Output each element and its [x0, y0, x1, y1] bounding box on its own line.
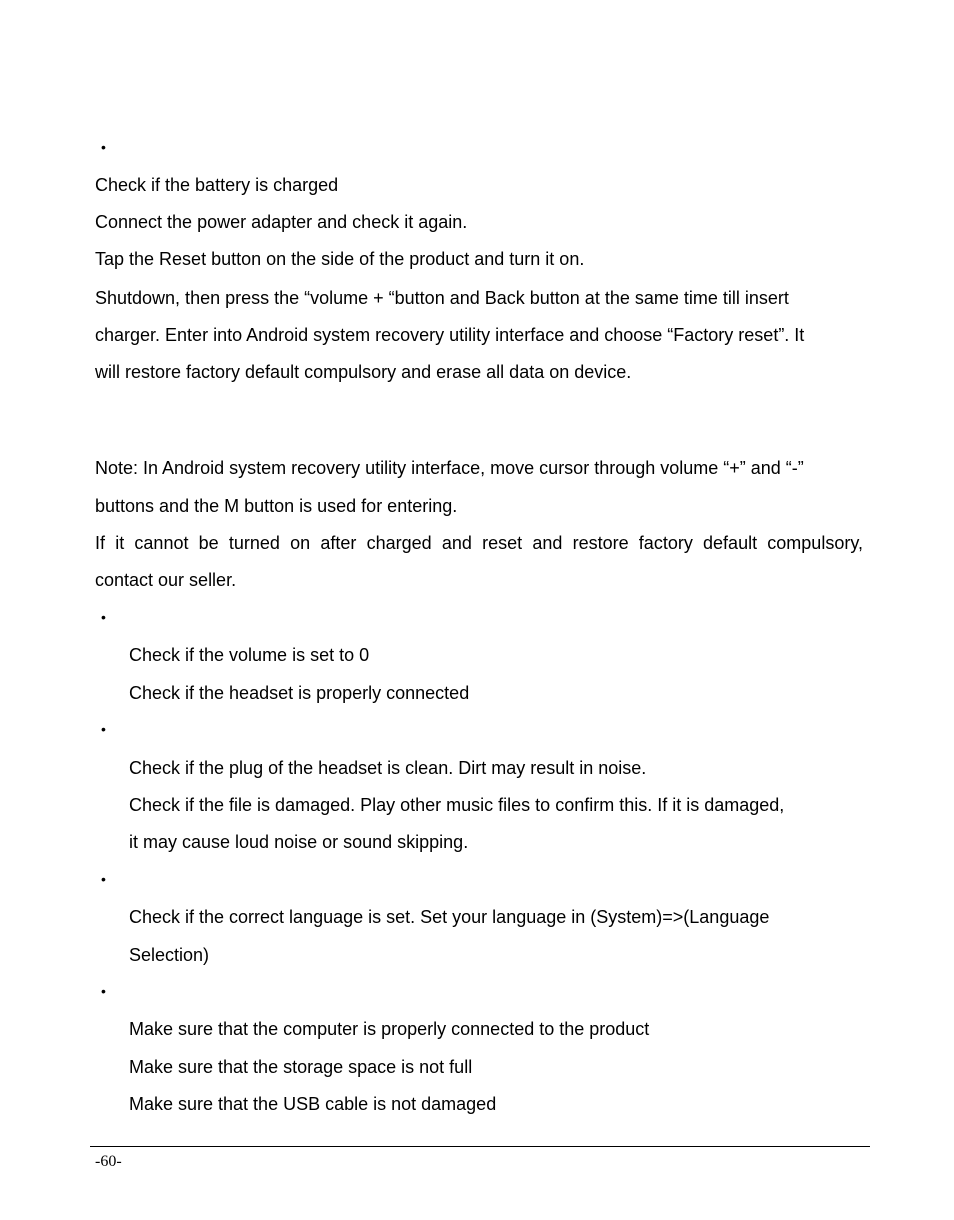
bullet-section-4: • — [101, 871, 106, 887]
text-line: Make sure that the computer is properly connected to the product — [129, 1019, 650, 1039]
text-line: it may cause loud noise or sound skipping. — [129, 832, 469, 852]
text-line: Check if the headset is properly connected — [129, 683, 470, 703]
text-line: Check if the battery is charged — [95, 175, 339, 195]
text-line: will restore factory default compulsory and erase all data on device. — [95, 362, 632, 382]
text-line: Check if the correct language is set. Set your language in (System)=>(Language — [129, 907, 770, 927]
note-line: contact our seller. — [95, 570, 237, 590]
text-line: Shutdown, then press the “volume + “button and Back button at the same time till insert — [95, 288, 789, 308]
text-line: Selection) — [129, 945, 210, 965]
text-line: Check if the volume is set to 0 — [129, 645, 370, 665]
text-line: Connect the power adapter and check it again. — [95, 212, 468, 232]
footer-divider — [90, 1146, 870, 1147]
bullet-section-3: • — [101, 721, 106, 737]
text-line: Check if the file is damaged. Play other music files to confirm this. If it is damaged, — [129, 795, 785, 815]
text-line: Make sure that the USB cable is not damaged — [129, 1094, 497, 1114]
text-line: Tap the Reset button on the side of the product and turn it on. — [95, 249, 585, 269]
text-line: Check if the plug of the headset is clean. Dirt may result in noise. — [129, 758, 647, 778]
bullet-section-5: • — [101, 983, 106, 999]
note-line: buttons and the M button is used for entering. — [95, 496, 458, 516]
bullet-section-2: • — [101, 609, 106, 625]
note-line: Note: In Android system recovery utility interface, move cursor through volume “+” and “-” — [95, 458, 804, 478]
page-number: -60- — [95, 1153, 122, 1170]
note-line: If it cannot be turned on after charged and reset and restore factory default compulsory, — [95, 533, 863, 553]
text-line: Make sure that the storage space is not full — [129, 1057, 473, 1077]
bullet-section-1: • — [101, 139, 106, 155]
text-line: charger. Enter into Android system recovery utility interface and choose “Factory reset”. It — [95, 325, 805, 345]
